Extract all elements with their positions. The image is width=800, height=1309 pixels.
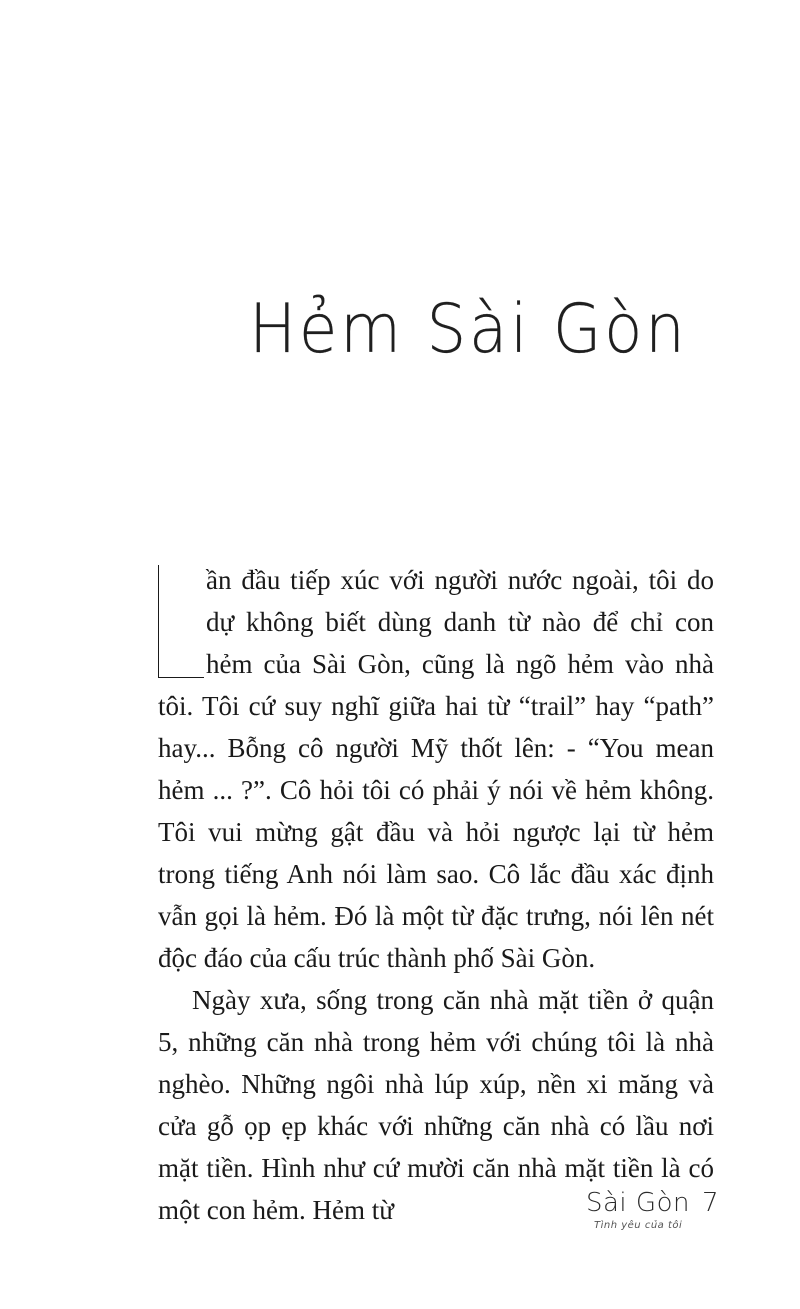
chapter-title: Hẻm Sài Gòn (249, 290, 688, 369)
drop-cap-letter (158, 565, 204, 678)
book-subtitle: Tình yêu của tôi (594, 1220, 683, 1231)
paragraph-1 (158, 559, 714, 979)
page-footer (586, 1188, 726, 1248)
paragraph-1-text: ần đầu tiếp xúc với người nước ngoài, tôi do dự không biết dùng danh từ nào để chỉ con hẻm của Sài Gòn, cũng là ngõ hẻm vào nhà tôi. Tôi cứ suy nghĩ giữa hai từ “trail” hay “path” hay... Bỗng cô người Mỹ thốt lên: - “You mean hẻm ... ?”. Cô hỏi tôi có phải ý nói về hẻm không. Tôi vui mừng gật đầu và hỏi ngược lại từ hẻm trong tiếng Anh nói làm sao. Cô lắc đầu xác định vẫn gọi là hẻm. Đó là một từ đặc trưng, nói lên nét độc đáo của cấu trúc thành phố Sài Gòn. (158, 565, 714, 973)
paragraph-2: Ngày xưa, sống trong căn nhà mặt tiền ở quận 5, những căn nhà trong hẻm với chúng tôi là nhà nghèo. Những ngôi nhà lúp xúp, nền xi măng và cửa gỗ ọp ẹp khác với những căn nhà có lầu nơi mặt tiền. Hình như cứ mười căn nhà mặt tiền là có một con hẻm. Hẻm từ (158, 985, 714, 1225)
page-number: 7 (702, 1188, 719, 1218)
drop-cap (158, 565, 205, 682)
body-text (158, 559, 714, 1231)
book-logo: Sài Gòn (586, 1188, 690, 1218)
